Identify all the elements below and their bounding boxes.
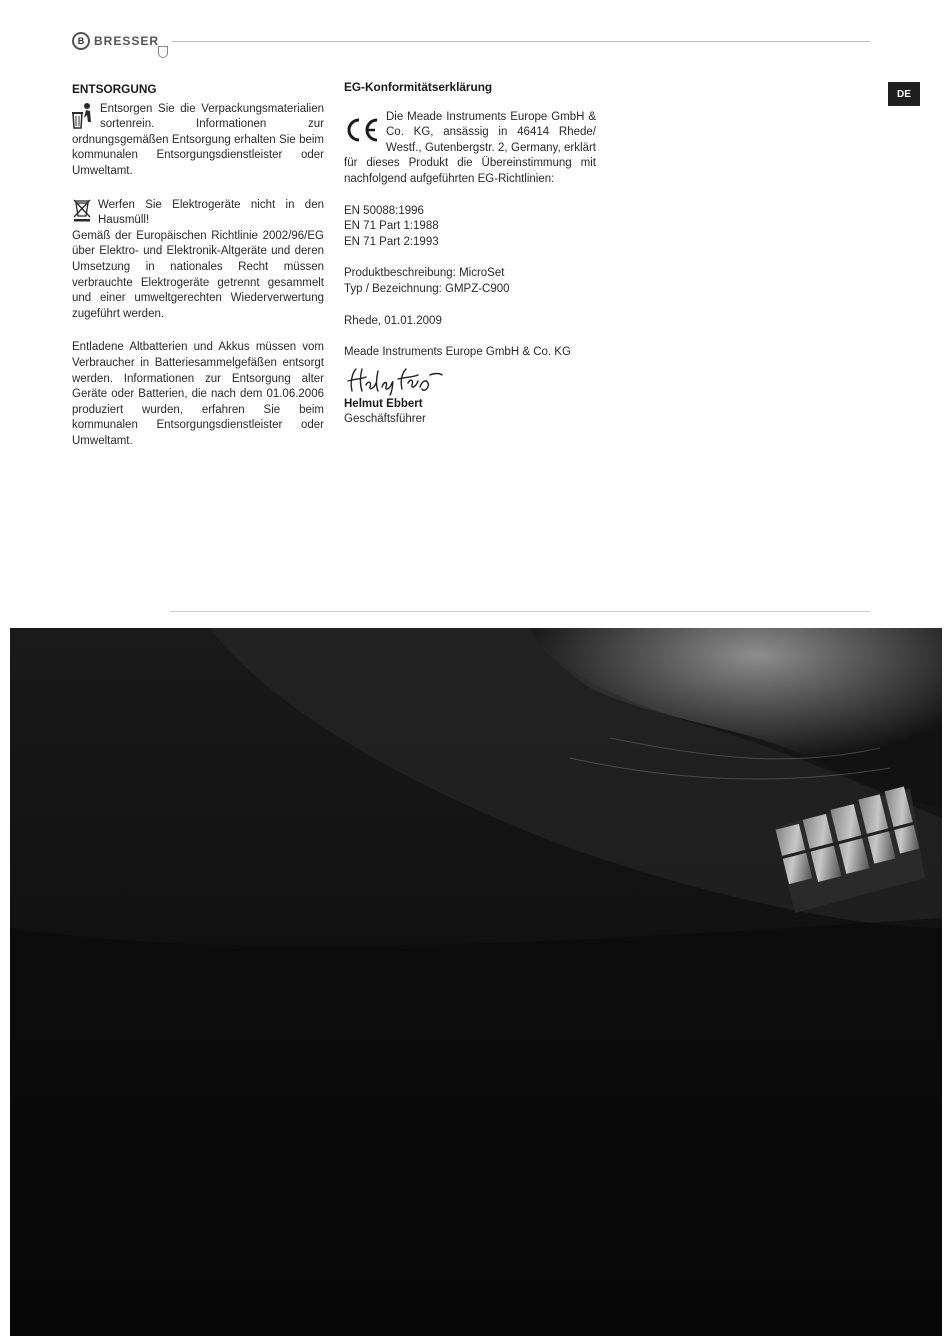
standard-item: EN 50088:1996 [344,204,424,217]
ce-mark-icon [344,116,380,144]
ce-paragraph [344,110,596,188]
place-date: Rhede, 01.01.2009 [344,314,442,327]
ce-text: Die Meade Instruments Europe GmbH & Co. KG, ansässig in 46414 Rhede/ Westf., Gutenbergstr. 2, Germany, erklärt für dieses Produkt die Übereinstimmung mit nachfolgend aufgeführten EG-Richtlinien: [344,110,596,185]
electronics-lead: Werfen Sie Elektrogeräte nicht in den Hausmüll! [98,198,324,227]
packaging-text: Entsorgen Sie die Verpackungsmaterialien sortenrein. Informationen zur ordnungsgemäßen Entsorgung erhalten Sie beim kommunalen Entsorgungsdienstleister oder Umweltamt. [72,102,324,177]
signature-image [344,365,454,397]
footer-divider [170,611,870,612]
disposal-heading: ENTSORGUNG [72,82,157,96]
signer-title: Geschäftsführer [344,413,426,426]
battery-paragraph: Entladene Altbatterien und Akkus müssen vom Verbraucher in Batteriesammelgefäßen entsorgt werden. Informationen zur Entsorgung alter Geräte oder Batterien, die nach dem 01.06.2006 produziert wurden, erfahren Sie beim kommunalen Entsorgungsdienstleister oder Umweltamt. [72,341,324,447]
standard-item: EN 71 Part 1:1988 [344,220,439,233]
disposal-section [72,82,324,449]
recycling-bin-icon [72,102,94,130]
crest-icon [158,46,168,58]
photo-artwork [10,628,942,1336]
electronics-paragraph [72,198,324,323]
standards-list [344,204,596,251]
language-tab: DE [888,82,920,106]
packaging-paragraph [72,102,324,180]
signer-name: Helmut Ebbert [344,397,423,410]
crossed-bin-icon [72,198,92,222]
brand-emblem-icon: B [72,32,90,50]
header-divider [172,41,870,42]
brand-logo [72,30,159,52]
company-name: Meade Instruments Europe GmbH & Co. KG [344,346,571,359]
product-photo [10,628,942,1336]
electronics-text: Gemäß der Europäischen Richtlinie 2002/96/EG über Elektro- und Elektronik-Altgeräte und deren Umsetzung in nationales Recht müssen verbrauchte Elektrogeräte getrennt gesammelt und einer umweltgerechten Wiederverwertung zugeführt werden. [72,229,324,320]
type-designation: Typ / Bezeichnung: GMPZ-C900 [344,282,510,295]
conformity-section [344,80,596,428]
brand-name: BRESSER [94,34,160,48]
product-description: Produktbeschreibung: MicroSet [344,267,505,280]
standard-item: EN 71 Part 2:1993 [344,235,439,248]
conformity-heading: EG-Konformitätserklärung [344,80,493,94]
